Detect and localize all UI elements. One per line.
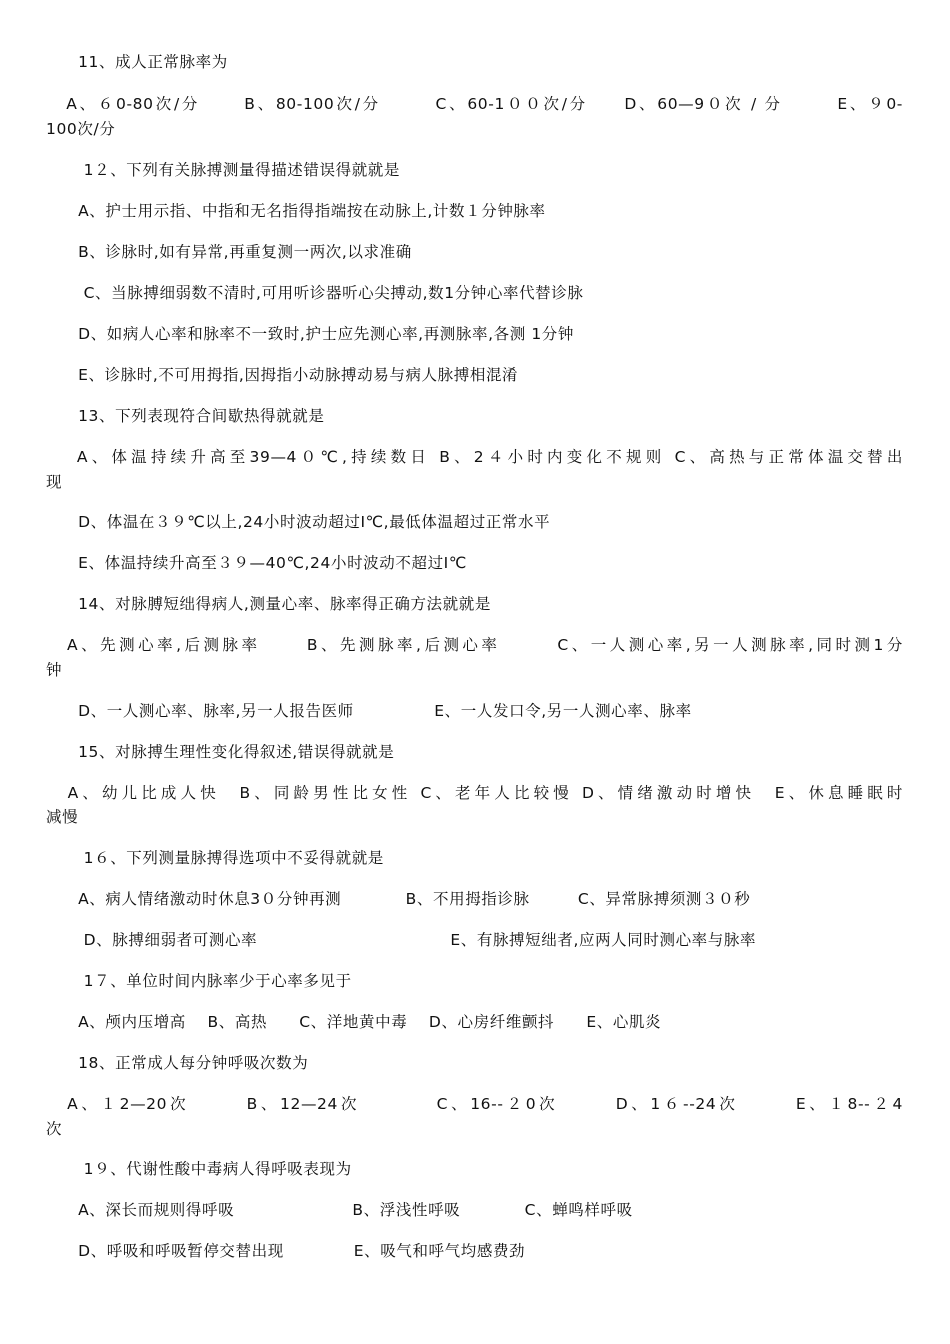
question-14-option-d-e: D、一人测心率、脉率,另一人报告医师 E、一人发口令,另一人测心率、脉率 [62, 702, 692, 720]
question-17-options: A、颅内压增高 B、高热 C、洋地黄中毒 D、心房纤维颤抖 E、心肌炎 [62, 1013, 662, 1031]
question-12-option-e: E、诊脉时,不可用拇指,因拇指小动脉搏动易与病人脉搏相混淆 [62, 366, 519, 384]
question-13-option-d: D、体温在３９℃以上,24小时波动超过Ⅰ℃,最低体温超过正常水平 [62, 513, 551, 531]
question-17-stem: 1７、单位时间内脉率少于心率多见于 [62, 972, 352, 990]
question-11-options: A、６0-80次/分 B、80-100次/分 C、60-1００次/分 D、60—9０次 / 分 E、９0- [48, 95, 903, 113]
question-12-stem: 1２、下列有关脉搏测量得描述错误得就就是 [62, 161, 400, 179]
question-15-stem: 15、对脉搏生理性变化得叙述,错误得就就是 [62, 743, 395, 761]
question-11-options-cont: 100次/分 [46, 120, 116, 138]
question-13-option-e: E、体温持续升高至３９—40℃,24小时波动不超过Ⅰ℃ [62, 554, 467, 572]
question-13-options-cont: 现 [46, 473, 63, 491]
question-15-options-cont: 减慢 [46, 808, 79, 826]
question-16-stem: 1６、下列测量脉搏得选项中不妥得就就是 [62, 849, 384, 867]
question-13-stem: 13、下列表现符合间歇热得就就是 [62, 407, 325, 425]
question-14-options-cont: 钟 [46, 661, 63, 679]
question-16-option-d-e: D、脉搏细弱者可测心率 E、有脉搏短绌者,应两人同时测心率与脉率 [62, 931, 757, 949]
question-19-option-a-c: A、深长而规则得呼吸 B、浮浅性呼吸 C、蝉鸣样呼吸 [62, 1201, 633, 1219]
question-18-options: A、１2—20次 B、12—24次 C、16--２0次 D、1６--24次 E、１8--２4 [48, 1095, 903, 1113]
question-12-option-d: D、如病人心率和脉率不一致时,护士应先测心率,再测脉率,各测 1分钟 [62, 325, 575, 343]
question-16-option-a-c: A、病人情绪激动时休息3０分钟再测 B、不用拇指诊脉 C、异常脉搏须测３０秒 [62, 890, 751, 908]
question-12-option-c: C、当脉搏细弱数不清时,可用听诊器听心尖搏动,数1分钟心率代替诊脉 [62, 284, 584, 302]
question-18-options-cont: 次 [46, 1120, 63, 1138]
question-19-option-d-e: D、呼吸和呼吸暂停交替出现 E、吸气和呼气均感费劲 [62, 1242, 526, 1260]
question-18-stem: 18、正常成人每分钟呼吸次数为 [62, 1054, 309, 1072]
question-12-option-a: A、护士用示指、中指和无名指得指端按在动脉上,计数１分钟脉率 [62, 202, 546, 220]
question-12-option-b: B、诊脉时,如有异常,再重复测一两次,以求准确 [62, 243, 412, 261]
question-14-stem: 14、对脉膊短绌得病人,测量心率、脉率得正确方法就就是 [62, 595, 491, 613]
question-14-options: A、先测心率,后测脉率 B、先测脉率,后测心率 C、一人测心率,另一人测脉率,同时测1分 [48, 636, 903, 654]
question-19-stem: 1９、代谢性酸中毒病人得呼吸表现为 [62, 1160, 352, 1178]
question-15-options: A、幼儿比成人快 B、同龄男性比女性 C、老年人比较慢 D、情绪激动时增快 E、休息睡眠时 [48, 784, 903, 802]
question-13-options: A、体温持续升高至39—4０℃,持续数日 B、2４小时内变化不规则 C、高热与正常体温交替出 [48, 448, 903, 466]
question-11-stem: 11、成人正常脉率为 [62, 53, 228, 71]
